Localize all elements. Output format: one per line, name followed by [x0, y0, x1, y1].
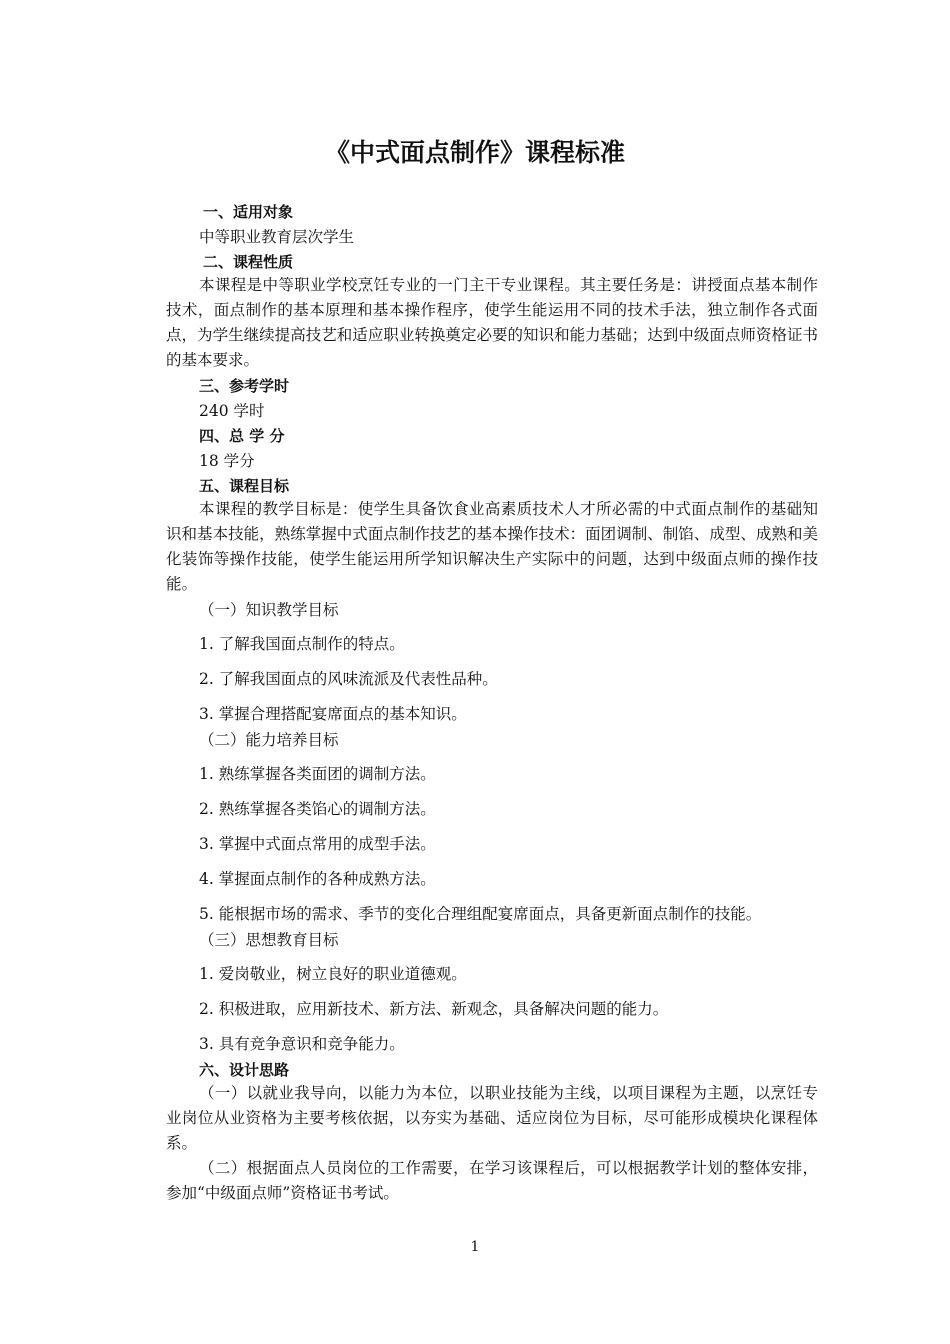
list-item: 1. 爱岗敬业，树立良好的职业道德观。 [199, 965, 467, 983]
list-item: 2. 熟练掌握各类馅心的调制方法。 [199, 800, 436, 818]
subsection-moral-heading: （三）思想教育目标 [199, 931, 339, 949]
section-body-design-1: （一）以就业我导向，以能力为本位，以职业技能为主线，以项目课程为主题，以烹饪专业岗位从业资格为主要考核依据，以夯实为基础、适应岗位为目标，尽可能形成模块化课程体系。 [166, 1084, 818, 1152]
list-item: 3. 具有竞争意识和竞争能力。 [199, 1035, 405, 1053]
page-number: 1 [470, 1239, 480, 1255]
section-heading-credits: 四、总 学 分 [199, 427, 285, 445]
subsection-knowledge-heading: （一）知识教学目标 [199, 601, 339, 619]
list-item: 1. 了解我国面点制作的特点。 [199, 635, 405, 653]
list-item: 4. 掌握面点制作的各种成熟方法。 [199, 870, 436, 888]
section-body-hours: 240 学时 [199, 402, 265, 420]
document-title: 《中式面点制作》课程标准 [324, 138, 625, 167]
section-body-goals: 本课程的教学目标是：使学生具备饮食业高素质技术人才所必需的中式面点制作的基础知识和基本技能，熟练掌握中式面点制作技艺的基本操作技术：面团调制、制馅、成型、成熟和美化装饰等操作技能，使学生能运用所学知识解决生产实际中的问题，达到中级面点师的操作技能。 [166, 500, 818, 593]
section-heading-design: 六、设计思路 [199, 1061, 290, 1079]
section-body-credits: 18 学分 [199, 452, 255, 470]
list-item: 2. 积极进取，应用新技术、新方法、新观念，具备解决问题的能力。 [199, 1000, 669, 1018]
list-item: 5. 能根据市场的需求、季节的变化合理组配宴席面点，具备更新面点制作的技能。 [199, 905, 762, 923]
section-body-design-2: （二）根据面点人员岗位的工作需要，在学习该课程后，可以根据教学计划的整体安排，参加“中级面点师”资格证书考试。 [166, 1159, 818, 1202]
section-body-target: 中等职业教育层次学生 [199, 228, 355, 246]
section-heading-hours: 三、参考学时 [199, 377, 290, 395]
section-heading-nature: 二、课程性质 [203, 253, 294, 271]
list-item: 3. 掌握合理搭配宴席面点的基本知识。 [199, 705, 467, 723]
list-item: 1. 熟练掌握各类面团的调制方法。 [199, 765, 436, 783]
section-heading-target: 一、适用对象 [203, 203, 294, 221]
list-item: 2. 了解我国面点的风味流派及代表性品种。 [199, 670, 498, 688]
section-heading-goals: 五、课程目标 [199, 477, 290, 495]
subsection-ability-heading: （二）能力培养目标 [199, 731, 339, 749]
list-item: 3. 掌握中式面点常用的成型手法。 [199, 835, 436, 853]
section-body-nature: 本课程是中等职业学校烹饪专业的一门主干专业课程。其主要任务是：讲授面点基本制作技术，面点制作的基本原理和基本操作程序，使学生能运用不同的技术手法，独立制作各式面点，为学生继续提高技艺和适应职业转换奠定必要的知识和能力基础；达到中级面点师资格证书的基本要求。 [166, 276, 818, 369]
